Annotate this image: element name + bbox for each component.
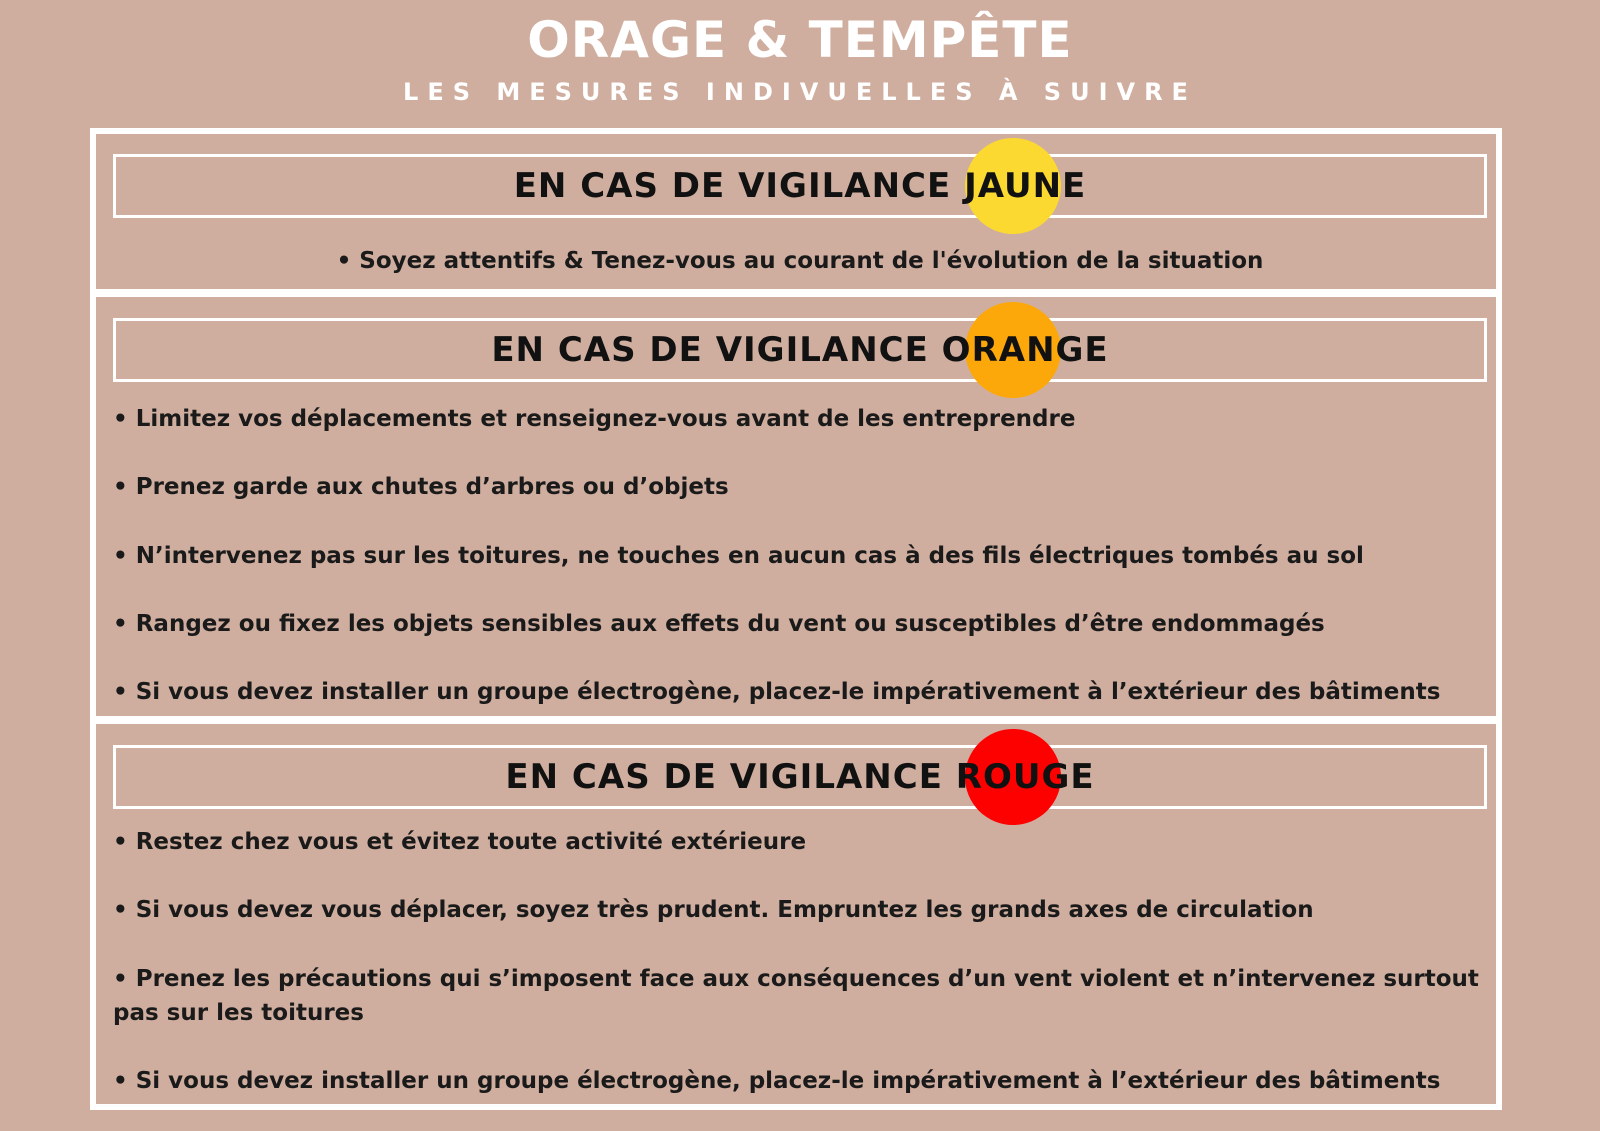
list-item: • Si vous devez vous déplacer, soyez très prudent. Empruntez les grands axes de circulation: [113, 897, 1314, 923]
list-item: • Si vous devez installer un groupe électrogène, placez-le impérativement à l’extérieur des bâtiments: [113, 679, 1441, 705]
list-item: • Prenez garde aux chutes d’arbres ou d’objets: [113, 474, 729, 500]
page-subtitle: LES MESURES INDIVUELLES À SUIVRE: [403, 78, 1197, 106]
section-heading: EN CAS DE VIGILANCE ORANGE: [491, 330, 1109, 370]
list-item: • Soyez attentifs & Tenez-vous au courant de l'évolution de la situation: [336, 248, 1264, 274]
section-heading: EN CAS DE VIGILANCE JAUNE: [513, 166, 1087, 206]
section-divider: [90, 716, 1502, 724]
list-item: • N’intervenez pas sur les toitures, ne touches en aucun cas à des fils électriques tombés au sol: [113, 543, 1364, 569]
section-heading: EN CAS DE VIGILANCE ROUGE: [505, 757, 1095, 797]
list-item: • Restez chez vous et évitez toute activité extérieure: [113, 829, 807, 855]
list-item: • Prenez les précautions qui s’imposent face aux conséquences d’un vent violent et n’intervenez surtout pas sur les toitures: [113, 966, 1479, 1026]
list-item: • Limitez vos déplacements et renseignez-vous avant de les entreprendre: [113, 406, 1076, 432]
list-item: • Rangez ou fixez les objets sensibles aux effets du vent ou susceptibles d’être endommagés: [113, 611, 1325, 637]
page-title: ORAGE & TEMPÊTE: [527, 11, 1073, 69]
list-item: • Si vous devez installer un groupe électrogène, placez-le impérativement à l’extérieur des bâtiments: [113, 1068, 1441, 1094]
section-divider: [90, 289, 1502, 297]
